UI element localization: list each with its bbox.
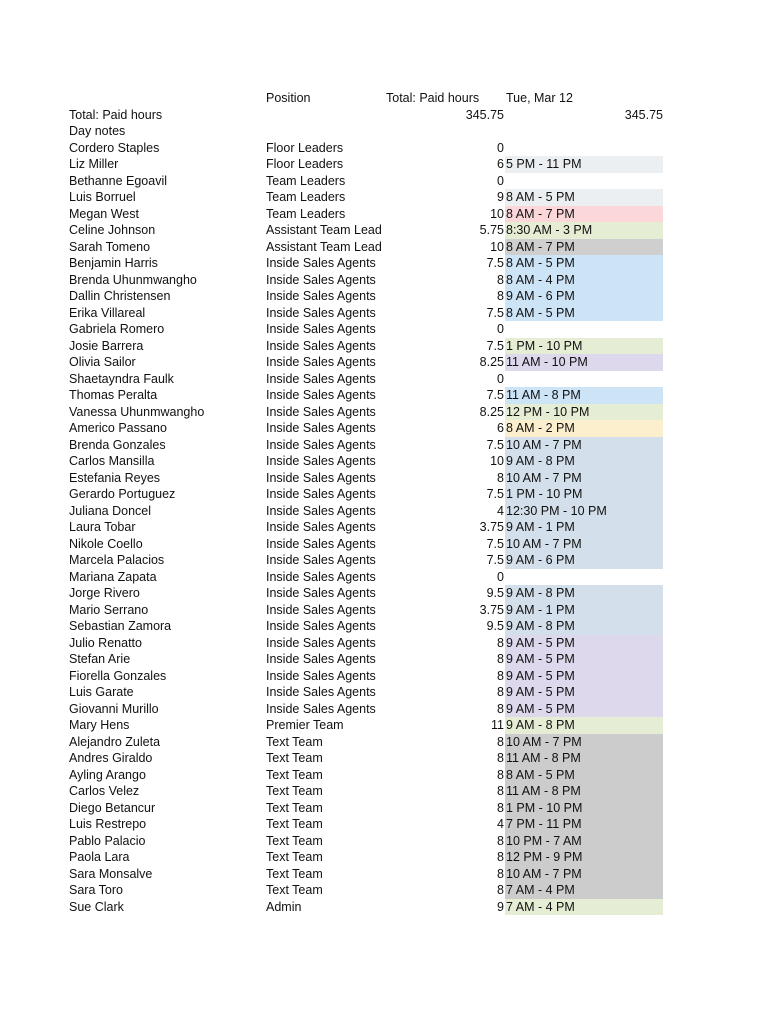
shift-time-text: 9 AM - 1 PM bbox=[506, 602, 575, 617]
employee-name-cell[interactable]: Andres Giraldo bbox=[69, 751, 153, 765]
shift-cell[interactable] bbox=[505, 651, 663, 668]
position-cell[interactable]: Assistant Team Lead bbox=[266, 223, 382, 237]
paid-hours-cell[interactable]: 8 bbox=[497, 866, 504, 881]
employee-name-cell[interactable]: Sara Monsalve bbox=[69, 866, 153, 881]
shift-cell[interactable] bbox=[505, 552, 663, 569]
table-row[interactable] bbox=[0, 486, 768, 503]
position-cell[interactable]: Premier Team bbox=[266, 718, 344, 732]
total-paid-hours-header: Total: Paid hours bbox=[386, 91, 480, 105]
total-row bbox=[0, 107, 768, 124]
table-row[interactable] bbox=[0, 189, 768, 206]
shift-time-text: 12:30 PM - 10 PM bbox=[506, 503, 607, 518]
paid-hours-cell[interactable]: 8 bbox=[497, 652, 504, 666]
shift-cell[interactable] bbox=[505, 420, 663, 437]
table-row[interactable] bbox=[0, 585, 768, 602]
table-row[interactable] bbox=[0, 387, 768, 404]
paid-hours-cell[interactable]: 10 bbox=[490, 206, 504, 221]
paid-hours-cell[interactable]: 11 bbox=[491, 718, 504, 732]
position-cell[interactable]: Inside Sales Agents bbox=[266, 305, 376, 320]
paid-hours-cell[interactable]: 6 bbox=[497, 157, 504, 171]
shift-time-text: 11 AM - 8 PM bbox=[506, 784, 581, 798]
shift-time-text: 10 AM - 7 PM bbox=[506, 866, 582, 881]
position-cell[interactable]: Inside Sales Agents bbox=[266, 421, 376, 435]
table-row[interactable] bbox=[0, 734, 768, 751]
table-row[interactable] bbox=[0, 156, 768, 173]
paid-hours-cell[interactable]: 7.5 bbox=[486, 388, 504, 402]
paid-hours-cell[interactable]: 8 bbox=[497, 734, 504, 749]
table-row[interactable] bbox=[0, 651, 768, 668]
paid-hours-cell[interactable]: 0 bbox=[497, 140, 504, 155]
shift-time-text: 11 AM - 10 PM bbox=[506, 355, 588, 369]
table-row[interactable] bbox=[0, 882, 768, 899]
employee-name-cell[interactable]: Thomas Peralta bbox=[69, 388, 158, 402]
day-total-value: 345.75 bbox=[624, 107, 663, 122]
position-cell[interactable]: Team Leaders bbox=[266, 190, 346, 204]
paid-hours-cell[interactable]: 8 bbox=[497, 701, 504, 716]
shift-time-text: 1 PM - 10 PM bbox=[506, 487, 583, 501]
employee-name-cell[interactable]: Carlos Velez bbox=[69, 784, 140, 798]
table-row[interactable] bbox=[0, 833, 768, 850]
table-row[interactable] bbox=[0, 899, 768, 916]
table-row[interactable] bbox=[0, 701, 768, 718]
employee-name-cell[interactable]: Luis Restrepo bbox=[69, 817, 147, 831]
employee-name-cell[interactable]: Vanessa Uhunmwangho bbox=[69, 404, 205, 419]
shift-cell[interactable] bbox=[505, 272, 663, 289]
employee-name-cell[interactable]: Laura Tobar bbox=[69, 520, 136, 534]
shift-cell[interactable] bbox=[505, 470, 663, 487]
paid-hours-cell[interactable]: 8 bbox=[497, 289, 504, 303]
shift-cell[interactable] bbox=[505, 387, 663, 404]
shift-cell[interactable] bbox=[505, 684, 663, 701]
total-label: Total: Paid hours bbox=[69, 107, 163, 122]
paid-hours-cell[interactable]: 3.75 bbox=[479, 602, 504, 617]
table-row[interactable] bbox=[0, 783, 768, 800]
position-cell[interactable]: Team Leaders bbox=[266, 173, 346, 188]
shift-cell[interactable] bbox=[505, 767, 663, 784]
shift-time-text: 7 AM - 4 PM bbox=[506, 899, 575, 914]
shift-time-text: 10 PM - 7 AM bbox=[506, 833, 582, 848]
employee-name-cell[interactable]: Olivia Sailor bbox=[69, 355, 136, 369]
position-cell[interactable]: Admin bbox=[266, 899, 302, 914]
employee-name-cell[interactable]: Marcela Palacios bbox=[69, 553, 165, 567]
employee-name-cell[interactable]: Julio Renatto bbox=[69, 635, 142, 650]
employee-name-cell[interactable]: Mariana Zapata bbox=[69, 569, 157, 584]
employee-name-cell[interactable]: Liz Miller bbox=[69, 157, 119, 171]
shift-cell[interactable] bbox=[505, 668, 663, 685]
shift-time-text: 9 AM - 1 PM bbox=[506, 520, 575, 534]
paid-hours-cell[interactable]: 0 bbox=[497, 371, 504, 386]
paid-hours-cell[interactable]: 7.5 bbox=[486, 338, 504, 353]
shift-time-text: 11 AM - 8 PM bbox=[506, 388, 581, 402]
employee-name-cell[interactable]: Cordero Staples bbox=[69, 140, 160, 155]
shift-cell[interactable] bbox=[505, 239, 663, 256]
position-cell[interactable]: Text Team bbox=[266, 883, 323, 897]
employee-rows bbox=[0, 140, 768, 916]
employee-name-cell[interactable]: Stefan Arie bbox=[69, 652, 131, 666]
shift-cell[interactable] bbox=[505, 816, 663, 833]
paid-hours-cell[interactable]: 8.25 bbox=[479, 404, 504, 419]
position-cell[interactable]: Inside Sales Agents bbox=[266, 635, 376, 650]
table-row[interactable] bbox=[0, 338, 768, 355]
position-cell[interactable]: Inside Sales Agents bbox=[266, 536, 376, 551]
position-cell[interactable]: Inside Sales Agents bbox=[266, 685, 376, 699]
shift-cell[interactable] bbox=[505, 321, 663, 338]
table-row[interactable] bbox=[0, 767, 768, 784]
shift-time-text: 5 PM - 11 PM bbox=[506, 157, 582, 171]
header-row bbox=[0, 90, 768, 107]
table-row[interactable] bbox=[0, 470, 768, 487]
position-cell[interactable]: Inside Sales Agents bbox=[266, 668, 376, 683]
paid-hours-cell[interactable]: 0 bbox=[497, 322, 504, 336]
shift-cell[interactable] bbox=[505, 833, 663, 850]
paid-hours-cell[interactable]: 10 bbox=[490, 239, 504, 254]
shift-cell[interactable] bbox=[505, 404, 663, 421]
shift-time-text: 9 AM - 8 PM bbox=[506, 718, 575, 732]
shift-cell[interactable] bbox=[505, 866, 663, 883]
employee-name-cell[interactable]: Gerardo Portuguez bbox=[69, 487, 176, 501]
shift-cell[interactable] bbox=[505, 800, 663, 817]
position-cell[interactable]: Inside Sales Agents bbox=[266, 371, 376, 386]
shift-time-text: 9 AM - 5 PM bbox=[506, 701, 575, 716]
position-cell[interactable]: Text Team bbox=[266, 866, 323, 881]
employee-name-cell[interactable]: Estefania Reyes bbox=[69, 470, 161, 485]
position-cell[interactable]: Text Team bbox=[266, 850, 323, 864]
table-row[interactable] bbox=[0, 866, 768, 883]
table-row[interactable] bbox=[0, 717, 768, 734]
paid-hours-cell[interactable]: 9.5 bbox=[486, 586, 504, 600]
position-cell[interactable]: Inside Sales Agents bbox=[266, 652, 376, 666]
employee-name-cell[interactable]: Gabriela Romero bbox=[69, 322, 165, 336]
position-header: Position bbox=[266, 91, 311, 105]
shift-time-text: 1 PM - 10 PM bbox=[506, 800, 583, 815]
paid-hours-cell[interactable]: 0 bbox=[497, 569, 504, 584]
employee-name-cell[interactable]: Megan West bbox=[69, 206, 139, 221]
table-row[interactable] bbox=[0, 239, 768, 256]
day-notes-row bbox=[0, 123, 768, 140]
shift-cell[interactable] bbox=[505, 453, 663, 470]
position-cell[interactable]: Inside Sales Agents bbox=[266, 355, 376, 369]
shift-cell[interactable] bbox=[505, 519, 663, 536]
shift-time-text bbox=[505, 141, 506, 155]
shift-cell[interactable] bbox=[505, 585, 663, 602]
shift-time-text: 9 AM - 8 PM bbox=[506, 619, 575, 633]
paid-hours-cell[interactable]: 8 bbox=[497, 784, 504, 798]
paid-hours-cell[interactable]: 8 bbox=[497, 635, 504, 650]
shift-cell[interactable] bbox=[505, 486, 663, 503]
shift-cell[interactable] bbox=[505, 189, 663, 206]
shift-cell[interactable] bbox=[505, 569, 663, 586]
paid-hours-cell[interactable]: 7.5 bbox=[486, 487, 504, 501]
position-cell[interactable]: Inside Sales Agents bbox=[266, 256, 376, 270]
paid-hours-cell[interactable]: 4 bbox=[497, 817, 504, 831]
table-row[interactable] bbox=[0, 635, 768, 652]
paid-hours-cell[interactable]: 8 bbox=[497, 833, 504, 848]
position-cell[interactable]: Text Team bbox=[266, 784, 323, 798]
employee-name-cell[interactable]: Dallin Christensen bbox=[69, 289, 171, 303]
table-row[interactable] bbox=[0, 404, 768, 421]
shift-time-text: 9 AM - 6 PM bbox=[506, 289, 575, 303]
shift-time-text: 8:30 AM - 3 PM bbox=[506, 223, 593, 237]
shift-cell[interactable] bbox=[505, 536, 663, 553]
paid-hours-cell[interactable]: 7.5 bbox=[486, 437, 504, 452]
position-cell[interactable]: Inside Sales Agents bbox=[266, 520, 376, 534]
shift-cell[interactable] bbox=[505, 255, 663, 272]
table-row[interactable] bbox=[0, 420, 768, 437]
employee-name-cell[interactable]: Bethanne Egoavil bbox=[69, 173, 167, 188]
date-header: Tue, Mar 12 bbox=[506, 91, 573, 105]
shift-time-text bbox=[505, 322, 506, 336]
position-cell[interactable]: Inside Sales Agents bbox=[266, 602, 376, 617]
shift-time-text: 9 AM - 5 PM bbox=[506, 685, 575, 699]
shift-time-text: 9 AM - 6 PM bbox=[506, 553, 575, 567]
shift-cell[interactable] bbox=[505, 140, 663, 157]
shift-cell[interactable] bbox=[505, 371, 663, 388]
shift-cell[interactable] bbox=[505, 882, 663, 899]
employee-name-cell[interactable]: Brenda Uhunmwangho bbox=[69, 272, 197, 287]
shift-time-text bbox=[505, 174, 506, 188]
employee-name-cell[interactable]: Celine Johnson bbox=[69, 223, 156, 237]
paid-hours-cell[interactable]: 8 bbox=[497, 685, 504, 699]
employee-name-cell[interactable]: Nikole Coello bbox=[69, 536, 143, 551]
employee-name-cell[interactable]: Shaetayndra Faulk bbox=[69, 371, 174, 386]
table-row[interactable] bbox=[0, 321, 768, 338]
position-cell[interactable]: Assistant Team Lead bbox=[266, 239, 382, 254]
position-cell[interactable]: Inside Sales Agents bbox=[266, 437, 376, 452]
table-row[interactable] bbox=[0, 173, 768, 190]
shift-time-text: 8 AM - 7 PM bbox=[506, 239, 575, 254]
paid-hours-cell[interactable]: 3.75 bbox=[479, 520, 504, 534]
shift-cell[interactable] bbox=[505, 734, 663, 751]
shift-cell[interactable] bbox=[505, 717, 663, 734]
shift-time-text: 12 PM - 10 PM bbox=[506, 404, 590, 419]
table-row[interactable] bbox=[0, 354, 768, 371]
shift-cell[interactable] bbox=[505, 849, 663, 866]
shift-cell[interactable] bbox=[505, 156, 663, 173]
shift-time-text: 8 AM - 7 PM bbox=[506, 206, 575, 221]
paid-hours-cell[interactable]: 7.5 bbox=[486, 536, 504, 551]
employee-name-cell[interactable]: Mario Serrano bbox=[69, 602, 149, 617]
paid-hours-cell[interactable]: 9 bbox=[497, 190, 504, 204]
table-row[interactable] bbox=[0, 684, 768, 701]
table-row[interactable] bbox=[0, 453, 768, 470]
paid-hours-cell[interactable]: 8.25 bbox=[479, 355, 504, 369]
shift-time-text: 7 AM - 4 PM bbox=[506, 883, 575, 897]
shift-time-text: 8 AM - 5 PM bbox=[506, 190, 575, 204]
employee-name-cell[interactable]: Sarah Tomeno bbox=[69, 239, 151, 254]
shift-cell[interactable] bbox=[505, 750, 663, 767]
paid-hours-cell[interactable]: 8 bbox=[497, 751, 504, 765]
shift-cell[interactable] bbox=[505, 602, 663, 619]
shift-time-text: 9 AM - 8 PM bbox=[506, 586, 575, 600]
shift-time-text: 10 AM - 7 PM bbox=[506, 734, 582, 749]
table-row[interactable] bbox=[0, 255, 768, 272]
employee-name-cell[interactable]: Fiorella Gonzales bbox=[69, 668, 167, 683]
employee-name-cell[interactable]: Sebastian Zamora bbox=[69, 619, 172, 633]
paid-hours-cell[interactable]: 8 bbox=[497, 470, 504, 485]
position-cell[interactable]: Inside Sales Agents bbox=[266, 487, 376, 501]
employee-name-cell[interactable]: Ayling Arango bbox=[69, 767, 146, 782]
shift-cell[interactable] bbox=[505, 222, 663, 239]
total-value: 345.75 bbox=[465, 107, 504, 122]
paid-hours-cell[interactable]: 8 bbox=[497, 767, 504, 782]
table-row[interactable] bbox=[0, 519, 768, 536]
position-cell[interactable]: Team Leaders bbox=[266, 206, 346, 221]
position-cell[interactable]: Inside Sales Agents bbox=[266, 289, 376, 303]
table-row[interactable] bbox=[0, 305, 768, 322]
shift-time-text bbox=[505, 372, 506, 386]
employee-name-cell[interactable]: Mary Hens bbox=[69, 718, 130, 732]
shift-cell[interactable] bbox=[505, 618, 663, 635]
position-cell[interactable]: Text Team bbox=[266, 800, 323, 815]
table-row[interactable] bbox=[0, 800, 768, 817]
paid-hours-cell[interactable]: 8 bbox=[497, 883, 504, 897]
shift-cell[interactable] bbox=[505, 503, 663, 520]
shift-time-text: 10 AM - 7 PM bbox=[506, 470, 582, 485]
shift-time-text: 11 AM - 8 PM bbox=[506, 751, 581, 765]
paid-hours-cell[interactable]: 5.75 bbox=[479, 223, 504, 237]
position-cell[interactable]: Inside Sales Agents bbox=[266, 701, 376, 716]
day-notes-label: Day notes bbox=[69, 124, 126, 138]
paid-hours-cell[interactable]: 7.5 bbox=[486, 256, 504, 270]
employee-name-cell[interactable]: Brenda Gonzales bbox=[69, 437, 166, 452]
position-cell[interactable]: Inside Sales Agents bbox=[266, 470, 376, 485]
position-cell[interactable]: Inside Sales Agents bbox=[266, 569, 376, 584]
shift-time-text: 12 PM - 9 PM bbox=[506, 850, 583, 864]
table-row[interactable] bbox=[0, 668, 768, 685]
employee-name-cell[interactable]: Jorge Rivero bbox=[69, 586, 140, 600]
paid-hours-cell[interactable]: 7.5 bbox=[486, 553, 504, 567]
position-cell[interactable]: Text Team bbox=[266, 751, 323, 765]
shift-cell[interactable] bbox=[505, 288, 663, 305]
employee-name-cell[interactable]: Americo Passano bbox=[69, 421, 167, 435]
position-cell[interactable]: Text Team bbox=[266, 767, 323, 782]
shift-time-text: 1 PM - 10 PM bbox=[506, 338, 583, 353]
shift-time-text: 10 AM - 7 PM bbox=[506, 536, 582, 551]
position-cell[interactable]: Inside Sales Agents bbox=[266, 322, 376, 336]
table-row[interactable] bbox=[0, 140, 768, 157]
shift-cell[interactable] bbox=[505, 173, 663, 190]
shift-time-text: 8 AM - 5 PM bbox=[506, 256, 575, 270]
shift-cell[interactable] bbox=[505, 437, 663, 454]
employee-name-cell[interactable]: Carlos Mansilla bbox=[69, 454, 155, 468]
employee-name-cell[interactable]: Sara Toro bbox=[69, 883, 123, 897]
paid-hours-cell[interactable]: 7.5 bbox=[486, 305, 504, 320]
paid-hours-cell[interactable]: 6 bbox=[497, 421, 504, 435]
shift-time-text bbox=[505, 570, 506, 584]
paid-hours-cell[interactable]: 0 bbox=[497, 173, 504, 188]
paid-hours-cell[interactable]: 10 bbox=[490, 454, 504, 468]
employee-name-cell[interactable]: Josie Barrera bbox=[69, 338, 144, 353]
shift-time-text: 8 AM - 5 PM bbox=[506, 305, 575, 320]
position-cell[interactable]: Text Team bbox=[266, 833, 323, 848]
table-row[interactable] bbox=[0, 816, 768, 833]
shift-time-text: 8 AM - 4 PM bbox=[506, 272, 575, 287]
employee-name-cell[interactable]: Benjamin Harris bbox=[69, 256, 158, 270]
table-row[interactable] bbox=[0, 552, 768, 569]
employee-name-cell[interactable]: Giovanni Murillo bbox=[69, 701, 159, 716]
table-row[interactable] bbox=[0, 371, 768, 388]
table-row[interactable] bbox=[0, 206, 768, 223]
employee-name-cell[interactable]: Paola Lara bbox=[69, 850, 130, 864]
employee-name-cell[interactable]: Alejandro Zuleta bbox=[69, 734, 161, 749]
schedule-sheet bbox=[0, 90, 768, 915]
employee-name-cell[interactable]: Sue Clark bbox=[69, 899, 124, 914]
position-cell[interactable]: Inside Sales Agents bbox=[266, 586, 376, 600]
shift-time-text: 8 AM - 2 PM bbox=[506, 421, 575, 435]
shift-time-text: 9 AM - 8 PM bbox=[506, 454, 575, 468]
position-cell[interactable]: Inside Sales Agents bbox=[266, 388, 376, 402]
position-cell[interactable]: Inside Sales Agents bbox=[266, 503, 376, 518]
shift-time-text: 9 AM - 5 PM bbox=[506, 668, 575, 683]
position-cell[interactable]: Inside Sales Agents bbox=[266, 272, 376, 287]
table-row[interactable] bbox=[0, 288, 768, 305]
position-cell[interactable]: Floor Leaders bbox=[266, 157, 344, 171]
shift-time-text: 9 AM - 5 PM bbox=[506, 635, 575, 650]
table-row[interactable] bbox=[0, 602, 768, 619]
paid-hours-cell[interactable]: 9 bbox=[497, 899, 504, 914]
position-cell[interactable]: Text Team bbox=[266, 734, 323, 749]
table-row[interactable] bbox=[0, 272, 768, 289]
table-row[interactable] bbox=[0, 503, 768, 520]
employee-name-cell[interactable]: Juliana Doncel bbox=[69, 503, 151, 518]
position-cell[interactable]: Inside Sales Agents bbox=[266, 338, 376, 353]
table-row[interactable] bbox=[0, 618, 768, 635]
employee-name-cell[interactable]: Luis Borruel bbox=[69, 190, 136, 204]
table-row[interactable] bbox=[0, 569, 768, 586]
position-cell[interactable]: Inside Sales Agents bbox=[266, 553, 376, 567]
paid-hours-cell[interactable]: 9.5 bbox=[486, 619, 504, 633]
shift-cell[interactable] bbox=[505, 354, 663, 371]
position-cell[interactable]: Inside Sales Agents bbox=[266, 619, 376, 633]
shift-cell[interactable] bbox=[505, 206, 663, 223]
employee-name-cell[interactable]: Diego Betancur bbox=[69, 800, 156, 815]
table-row[interactable] bbox=[0, 536, 768, 553]
employee-name-cell[interactable]: Luis Garate bbox=[69, 685, 134, 699]
employee-name-cell[interactable]: Erika Villareal bbox=[69, 305, 146, 320]
shift-cell[interactable] bbox=[505, 899, 663, 916]
position-cell[interactable]: Inside Sales Agents bbox=[266, 404, 376, 419]
shift-cell[interactable] bbox=[505, 635, 663, 652]
table-row[interactable] bbox=[0, 222, 768, 239]
paid-hours-cell[interactable]: 8 bbox=[497, 800, 504, 815]
shift-time-text: 10 AM - 7 PM bbox=[506, 437, 582, 452]
shift-cell[interactable] bbox=[505, 701, 663, 718]
shift-cell[interactable] bbox=[505, 305, 663, 322]
shift-cell[interactable] bbox=[505, 338, 663, 355]
position-cell[interactable]: Floor Leaders bbox=[266, 140, 344, 155]
paid-hours-cell[interactable]: 8 bbox=[497, 850, 504, 864]
paid-hours-cell[interactable]: 8 bbox=[497, 272, 504, 287]
position-cell[interactable]: Text Team bbox=[266, 817, 323, 831]
table-row[interactable] bbox=[0, 437, 768, 454]
table-row[interactable] bbox=[0, 750, 768, 767]
paid-hours-cell[interactable]: 4 bbox=[497, 503, 504, 518]
position-cell[interactable]: Inside Sales Agents bbox=[266, 454, 376, 468]
paid-hours-cell[interactable]: 8 bbox=[497, 668, 504, 683]
shift-time-text: 7 PM - 11 PM bbox=[506, 817, 582, 831]
shift-cell[interactable] bbox=[505, 783, 663, 800]
shift-time-text: 8 AM - 5 PM bbox=[506, 767, 575, 782]
employee-name-cell[interactable]: Pablo Palacio bbox=[69, 833, 146, 848]
table-row[interactable] bbox=[0, 849, 768, 866]
shift-time-text: 9 AM - 5 PM bbox=[506, 652, 575, 666]
